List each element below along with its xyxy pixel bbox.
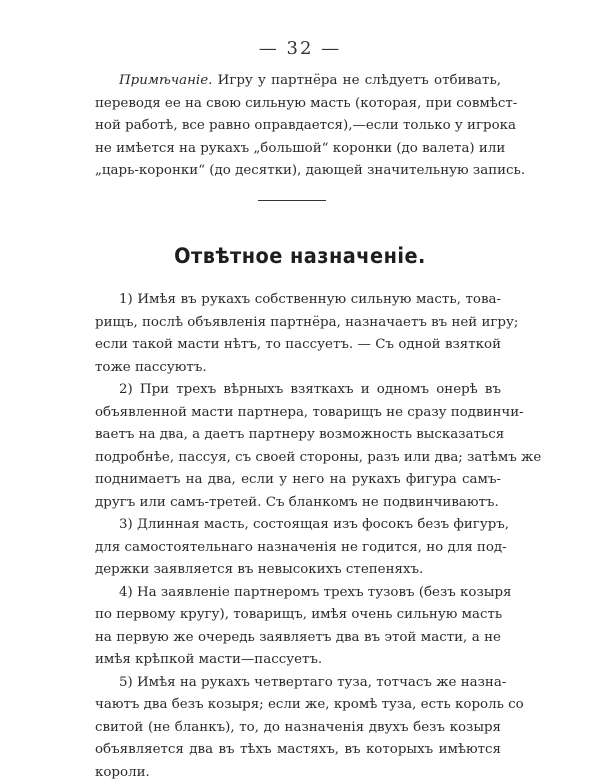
list-item xyxy=(95,379,501,514)
item-line: по первому кругу), товарищъ, имѣя очень сильную масть xyxy=(95,604,501,627)
item-line: для самостоятельнаго назначенія не годится, но для под- xyxy=(95,537,501,560)
item-line: другъ или самъ-третей. Съ бланкомъ не подвинчиваютъ. xyxy=(95,492,501,515)
item-line: держки заявляется въ невысокихъ степеняхъ. xyxy=(95,559,501,582)
page-number: — 32 — xyxy=(0,38,600,59)
note-text: Игру у партнёра не слѣдуетъ отбивать, xyxy=(218,73,501,88)
list-item xyxy=(95,514,501,582)
item-line: имѣя крѣпкой масти—пассуетъ. xyxy=(95,649,501,672)
list-item xyxy=(95,582,501,672)
item-line: 1) Имѣя въ рукахъ собственную сильную масть, това- xyxy=(95,289,501,312)
section-heading: Отвѣтное назначеніе. xyxy=(24,244,576,268)
item-line: ваетъ на два, а даетъ партнеру возможность высказаться xyxy=(95,424,501,447)
item-line: свитой (не бланкъ), то, до назначенія двухъ безъ козыря xyxy=(95,717,501,740)
item-line: рищъ, послѣ объявленія партнёра, назначаетъ въ ней игру; xyxy=(95,312,501,335)
items-list xyxy=(95,289,501,784)
item-line: 4) На заявленіе партнеромъ трехъ тузовъ (безъ козыря xyxy=(95,582,501,605)
item-line: подробнѣе, пассуя, съ своей стороны, разъ или два; затѣмъ же xyxy=(95,447,501,470)
item-line: на первую же очередь заявляетъ два въ этой масти, а не xyxy=(95,627,501,650)
item-line: тоже пассуютъ. xyxy=(95,357,501,380)
item-line: 3) Длинная масть, состоящая изъ фосокъ безъ фигуръ, xyxy=(95,514,501,537)
item-line: короли. xyxy=(95,762,501,784)
item-line: 2) При трехъ вѣрныхъ взяткахъ и одномъ онерѣ въ xyxy=(95,379,501,402)
item-line: 5) Имѣя на рукахъ четвертаго туза, тотчасъ же назна- xyxy=(95,672,501,695)
note-line: не имѣется на рукахъ „большой“ коронки (до валета) или xyxy=(95,138,501,161)
note-line xyxy=(95,70,501,93)
list-item xyxy=(95,672,501,784)
item-line: чаютъ два безъ козыря; если же, кромѣ туза, есть король со xyxy=(95,694,501,717)
item-line: объявленной масти партнера, товарищъ не сразу подвинчи- xyxy=(95,402,501,425)
item-line: объявляется два въ тѣхъ мастяхъ, въ которыхъ имѣются xyxy=(95,739,501,762)
section-divider xyxy=(258,200,326,201)
note-line: переводя ее на свою сильную масть (которая, при совмѣст- xyxy=(95,93,501,116)
list-item xyxy=(95,289,501,379)
note-label: Примѣчаніе. xyxy=(119,73,212,88)
item-line: поднимаетъ на два, если у него на рукахъ фигура самъ- xyxy=(95,469,501,492)
note-paragraph xyxy=(95,70,501,183)
note-line: „царь-коронки“ (до десятки), дающей значительную запись. xyxy=(95,160,501,183)
item-line: если такой масти нѣтъ, то пассуетъ. — Съ одной взяткой xyxy=(95,334,501,357)
note-line: ной работѣ, все равно оправдается),—если только у игрока xyxy=(95,115,501,138)
